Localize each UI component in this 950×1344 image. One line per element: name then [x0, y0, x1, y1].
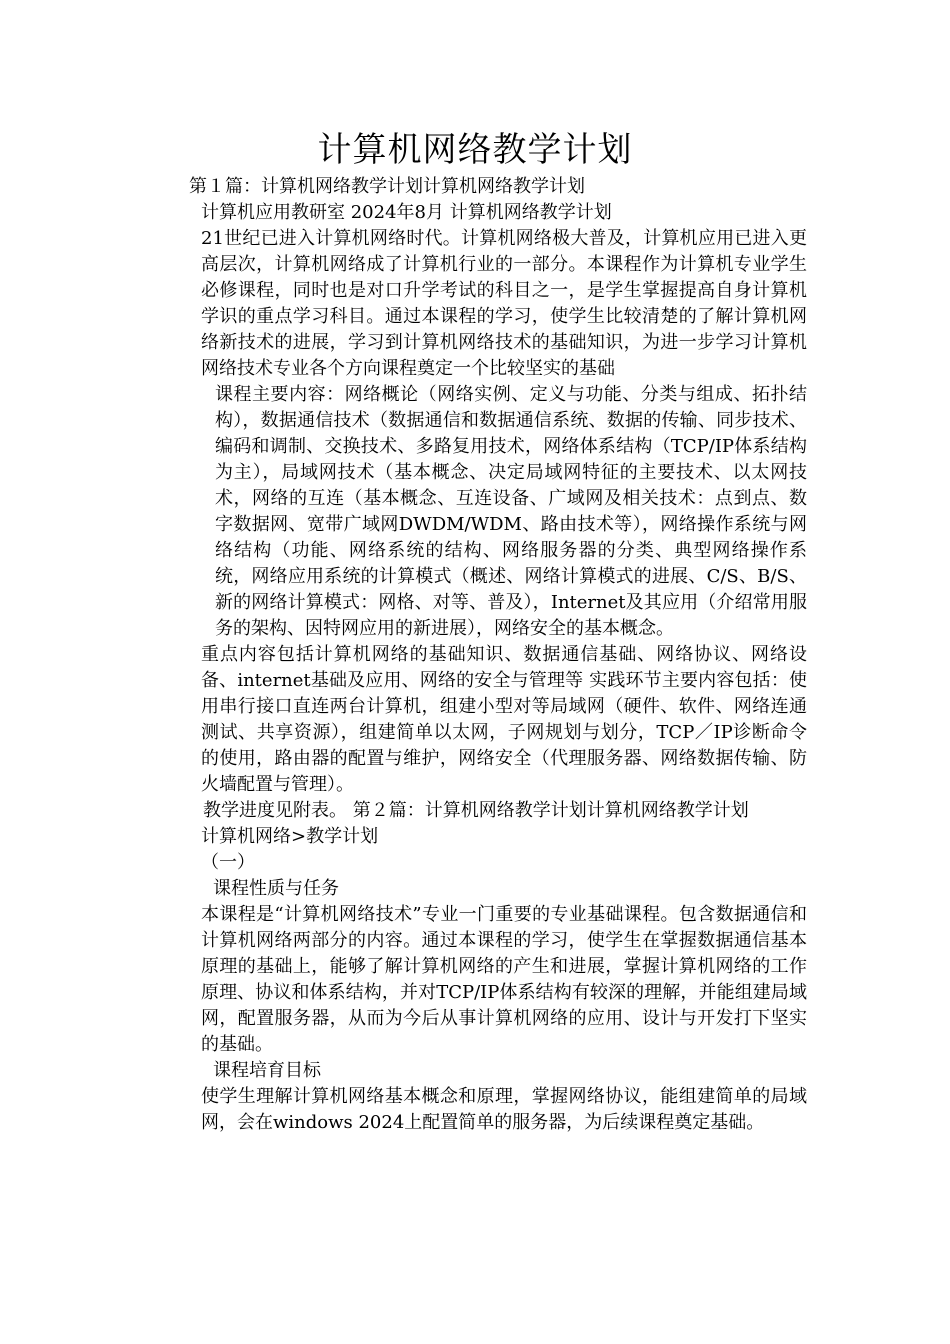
subsection-heading-nature: 课程性质与任务: [213, 878, 339, 899]
course-content-paragraph: 课程主要内容：网络概论（网络实例、定义与功能、分类与组成、拓扑结构），数据通信技术（数据通信和数据通信系统、数据的传输、同步技术、编码和调制、交换技术、多路复用技术，网络体系结构（TCP/IP体系结构为主），局域网技术（基本概念、决定局域网特征的主要技术、以太网技术，网络的互连（基本概念、互连设备、广域网及相关技术：点到点、数字数据网、宽带广域网DWDM/WDM、路由技术等），网络操作系统与网络结构（功能、网络系统的结构、网络服务器的分类、典型网络操作系统，网络应用系统的计算模式（概述、网络计算模式的进展、C/S、B/S、新的网络计算模式：网格、对等、普及），Internet及其应用（介绍常用服务的架构、因特网应用的新进展），网络安全的基本概念。: [215, 384, 807, 639]
subsection-heading-goals: 课程培育目标: [213, 1060, 321, 1081]
schedule-and-section-2-heading: 教学进度见附表。 第２篇：计算机网络教学计划计算机网络教学计划: [203, 800, 749, 821]
course-nature-paragraph: 本课程是“计算机网络技术”专业一门重要的专业基础课程。包含数据通信和计算机网络两部分的内容。通过本课程的学习，使学生在掌握数据通信基本原理的基础上，能够了解计算机网络的产生和进展，掌握计算机网络的工作原理、协议和体系结构，并对TCP/IP体系结构有较深的理解，并能组建局域网，配置服务器，从而为今后从事计算机网络的应用、设计与开发打下坚实的基础。: [201, 904, 807, 1055]
subsection-number: （一）: [201, 852, 255, 873]
key-content-paragraph: 重点内容包括计算机网络的基础知识、数据通信基础、网络协议、网络设备、internet基础及应用、网络的安全与管理等 实践环节主要内容包括：使用串行接口直连两台计算机，组建小型对等局域网（硬件、软件、网络连通测试、共享资源），组建简单以太网，子网规划与划分，TCP／IP诊断命令的使用，路由器的配置与维护，网络安全（代理服务器、网络数据传输、防火墙配置与管理）。: [201, 644, 807, 795]
document-title: 计算机网络教学计划: [317, 130, 633, 170]
document-body: [145, 174, 807, 1136]
course-goals-paragraph: 使学生理解计算机网络基本概念和原理，掌握网络协议，能组建简单的局域网，会在windows 2024上配置简单的服务器，为后续课程奠定基础。: [201, 1086, 807, 1133]
department-date-line: 计算机应用教研室 2024年8月 计算机网络教学计划: [201, 202, 612, 223]
intro-paragraph: 21世纪已进入计算机网络时代。计算机网络极大普及，计算机应用已进入更高层次，计算机网络成了计算机行业的一部分。本课程作为计算机专业学生必修课程，同时也是对口升学考试的科目之一，是学生掌握提高自身计算机学识的重点学习科目。通过本课程的学习，使学生比较清楚的了解计算机网络新技术的进展，学习到计算机网络技术的基础知识，为进一步学习计算机网络技术专业各个方向课程奠定一个比较坚实的基础: [201, 228, 807, 379]
breadcrumb-line: 计算机网络>教学计划: [201, 826, 379, 847]
section-heading-1: 第１篇：计算机网络教学计划计算机网络教学计划: [189, 176, 585, 197]
